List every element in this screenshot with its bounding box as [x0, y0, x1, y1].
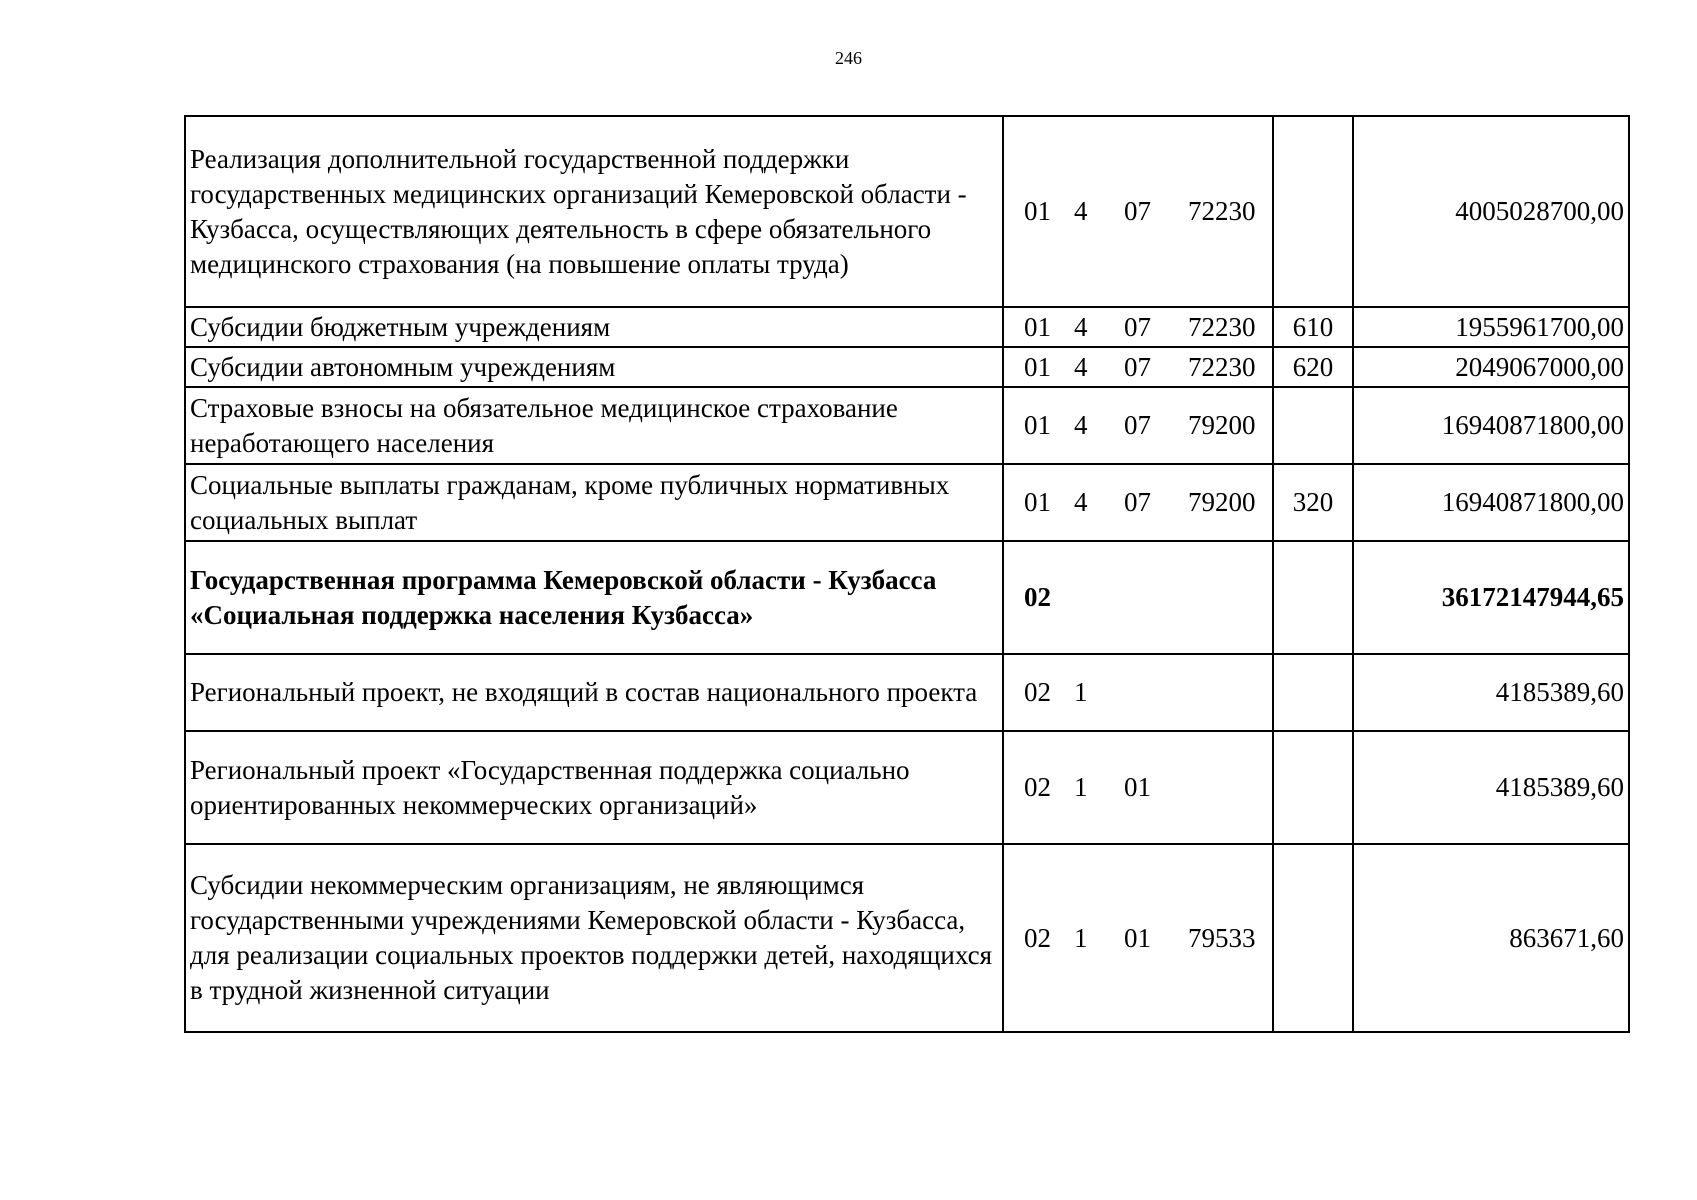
table-row	[185, 464, 1629, 541]
row-code	[1003, 844, 1273, 1032]
row-expense-type	[1273, 654, 1353, 731]
row-name: Реализация дополнительной государственной поддержки государственных медицинских организаций Кемеровской области - Кузбасса, осуществляющих деятельность в сфере обязательного медицинского страхования (на повышение оплаты труда)	[185, 116, 1003, 307]
table-row	[185, 347, 1629, 387]
row-code	[1003, 541, 1273, 654]
code-subprogram: 1	[1074, 772, 1088, 802]
table-row	[185, 541, 1629, 654]
code-direction: 72230	[1188, 351, 1256, 382]
table-row	[185, 844, 1629, 1032]
table-row	[185, 307, 1629, 347]
row-name: Субсидии некоммерческим организациям, не являющимся государственными учреждениями Кемеровской области - Кузбасса, для реализации социальных проектов поддержки детей, находящихся в трудной жизненной ситуации	[185, 844, 1003, 1032]
code-subprogram: 4	[1074, 311, 1088, 342]
code-subprogram: 4	[1074, 410, 1088, 440]
row-amount: 2049067000,00	[1353, 347, 1629, 387]
table-row	[185, 731, 1629, 844]
row-expense-type	[1273, 844, 1353, 1032]
code-program: 01	[1024, 351, 1051, 382]
row-code	[1003, 654, 1273, 731]
code-subprogram: 1	[1074, 922, 1088, 953]
code-direction: 72230	[1188, 196, 1256, 226]
row-amount: 16940871800,00	[1353, 387, 1629, 464]
code-program: 02	[1024, 582, 1051, 612]
row-name: Страховые взносы на обязательное медицинское страхование неработающего населения	[185, 387, 1003, 464]
code-direction: 79200	[1188, 487, 1256, 517]
row-name: Субсидии автономным учреждениям	[185, 347, 1003, 387]
code-measure: 07	[1124, 311, 1151, 342]
code-program: 01	[1024, 410, 1051, 440]
code-program: 02	[1024, 772, 1051, 802]
code-measure: 07	[1124, 351, 1151, 382]
table-row	[185, 387, 1629, 464]
row-expense-type: 320	[1273, 464, 1353, 541]
row-amount: 4005028700,00	[1353, 116, 1629, 307]
row-expense-type	[1273, 387, 1353, 464]
row-code	[1003, 731, 1273, 844]
code-measure: 07	[1124, 410, 1151, 440]
code-direction: 79200	[1188, 410, 1256, 440]
row-amount: 16940871800,00	[1353, 464, 1629, 541]
row-amount: 4185389,60	[1353, 731, 1629, 844]
row-name: Государственная программа Кемеровской области - Кузбасса «Социальная поддержка населения Кузбасса»	[185, 541, 1003, 654]
row-expense-type: 610	[1273, 307, 1353, 347]
row-code	[1003, 307, 1273, 347]
code-subprogram: 4	[1074, 196, 1088, 226]
code-measure: 01	[1124, 772, 1151, 802]
row-expense-type	[1273, 731, 1353, 844]
row-name: Региональный проект, не входящий в состав национального проекта	[185, 654, 1003, 731]
code-program: 02	[1024, 677, 1051, 707]
code-measure: 07	[1124, 196, 1151, 226]
code-direction: 72230	[1188, 311, 1256, 342]
code-program: 02	[1024, 922, 1051, 953]
code-program: 01	[1024, 311, 1051, 342]
row-code	[1003, 347, 1273, 387]
row-expense-type: 620	[1273, 347, 1353, 387]
code-program: 01	[1024, 196, 1051, 226]
row-name: Региональный проект «Государственная поддержка социально ориентированных некоммерческих организаций»	[185, 731, 1003, 844]
code-subprogram: 4	[1074, 487, 1088, 517]
code-program: 01	[1024, 487, 1051, 517]
code-measure: 01	[1124, 922, 1151, 953]
row-amount: 36172147944,65	[1353, 541, 1629, 654]
row-name: Субсидии бюджетным учреждениям	[185, 307, 1003, 347]
row-expense-type	[1273, 541, 1353, 654]
row-name: Социальные выплаты гражданам, кроме публичных нормативных социальных выплат	[185, 464, 1003, 541]
row-code	[1003, 387, 1273, 464]
row-amount: 4185389,60	[1353, 654, 1629, 731]
code-measure: 07	[1124, 487, 1151, 517]
page-number: 246	[835, 48, 862, 68]
table-row	[185, 116, 1629, 307]
row-amount: 863671,60	[1353, 844, 1629, 1032]
table-row	[185, 654, 1629, 731]
row-amount: 1955961700,00	[1353, 307, 1629, 347]
budget-table	[184, 115, 1630, 1033]
row-code	[1003, 116, 1273, 307]
code-subprogram: 4	[1074, 351, 1088, 382]
row-expense-type	[1273, 116, 1353, 307]
code-subprogram: 1	[1074, 677, 1088, 707]
code-direction: 79533	[1188, 922, 1256, 953]
row-code	[1003, 464, 1273, 541]
